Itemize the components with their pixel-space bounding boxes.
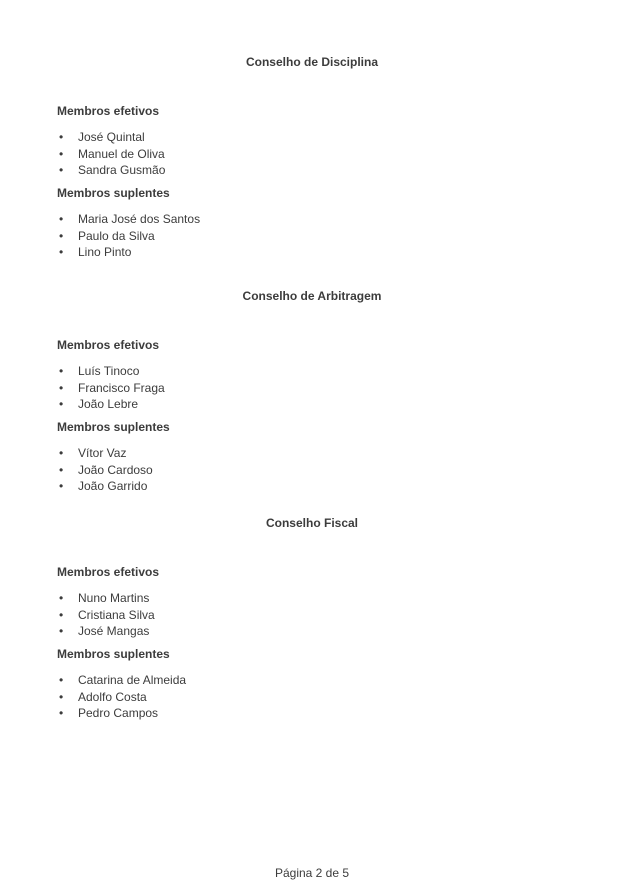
section-conselho-de-disciplina <box>57 55 567 261</box>
member-list <box>57 590 567 640</box>
section-title: Conselho de Disciplina <box>245 55 379 69</box>
member-item: • Maria José dos Santos <box>57 211 567 228</box>
members-suplentes-heading: Membros suplentes <box>57 186 170 200</box>
members-efetivos-heading: Membros efetivos <box>57 338 160 352</box>
members-suplentes-heading: Membros suplentes <box>57 647 170 661</box>
page-number: Página 2 de 5 <box>274 866 350 880</box>
member-item: • José Quintal <box>57 129 567 146</box>
member-item: • Cristiana Silva <box>57 607 567 624</box>
member-item: • Luís Tinoco <box>57 363 567 380</box>
member-list <box>57 672 567 722</box>
members-suplentes-heading: Membros suplentes <box>57 420 170 434</box>
member-item: • Adolfo Costa <box>57 689 567 706</box>
member-item: • Manuel de Oliva <box>57 146 567 163</box>
section-title: Conselho Fiscal <box>265 516 359 530</box>
member-item: • José Mangas <box>57 623 567 640</box>
members-efetivos-heading: Membros efetivos <box>57 565 160 579</box>
member-item: • João Cardoso <box>57 462 567 479</box>
member-list <box>57 445 567 495</box>
member-list <box>57 363 567 413</box>
member-item: • Vítor Vaz <box>57 445 567 462</box>
member-list <box>57 129 567 179</box>
member-list <box>57 211 567 261</box>
section-conselho-fiscal <box>57 516 567 722</box>
member-item: • Catarina de Almeida <box>57 672 567 689</box>
member-item: • Lino Pinto <box>57 244 567 261</box>
member-item: • Francisco Fraga <box>57 380 567 397</box>
member-item: • Nuno Martins <box>57 590 567 607</box>
member-item: • Sandra Gusmão <box>57 162 567 179</box>
section-title: Conselho de Arbitragem <box>242 289 382 303</box>
member-item: • João Lebre <box>57 396 567 413</box>
members-efetivos-heading: Membros efetivos <box>57 104 160 118</box>
member-item: • Paulo da Silva <box>57 228 567 245</box>
member-item: • Pedro Campos <box>57 705 567 722</box>
section-conselho-de-arbitragem <box>57 289 567 495</box>
member-item: • João Garrido <box>57 478 567 495</box>
